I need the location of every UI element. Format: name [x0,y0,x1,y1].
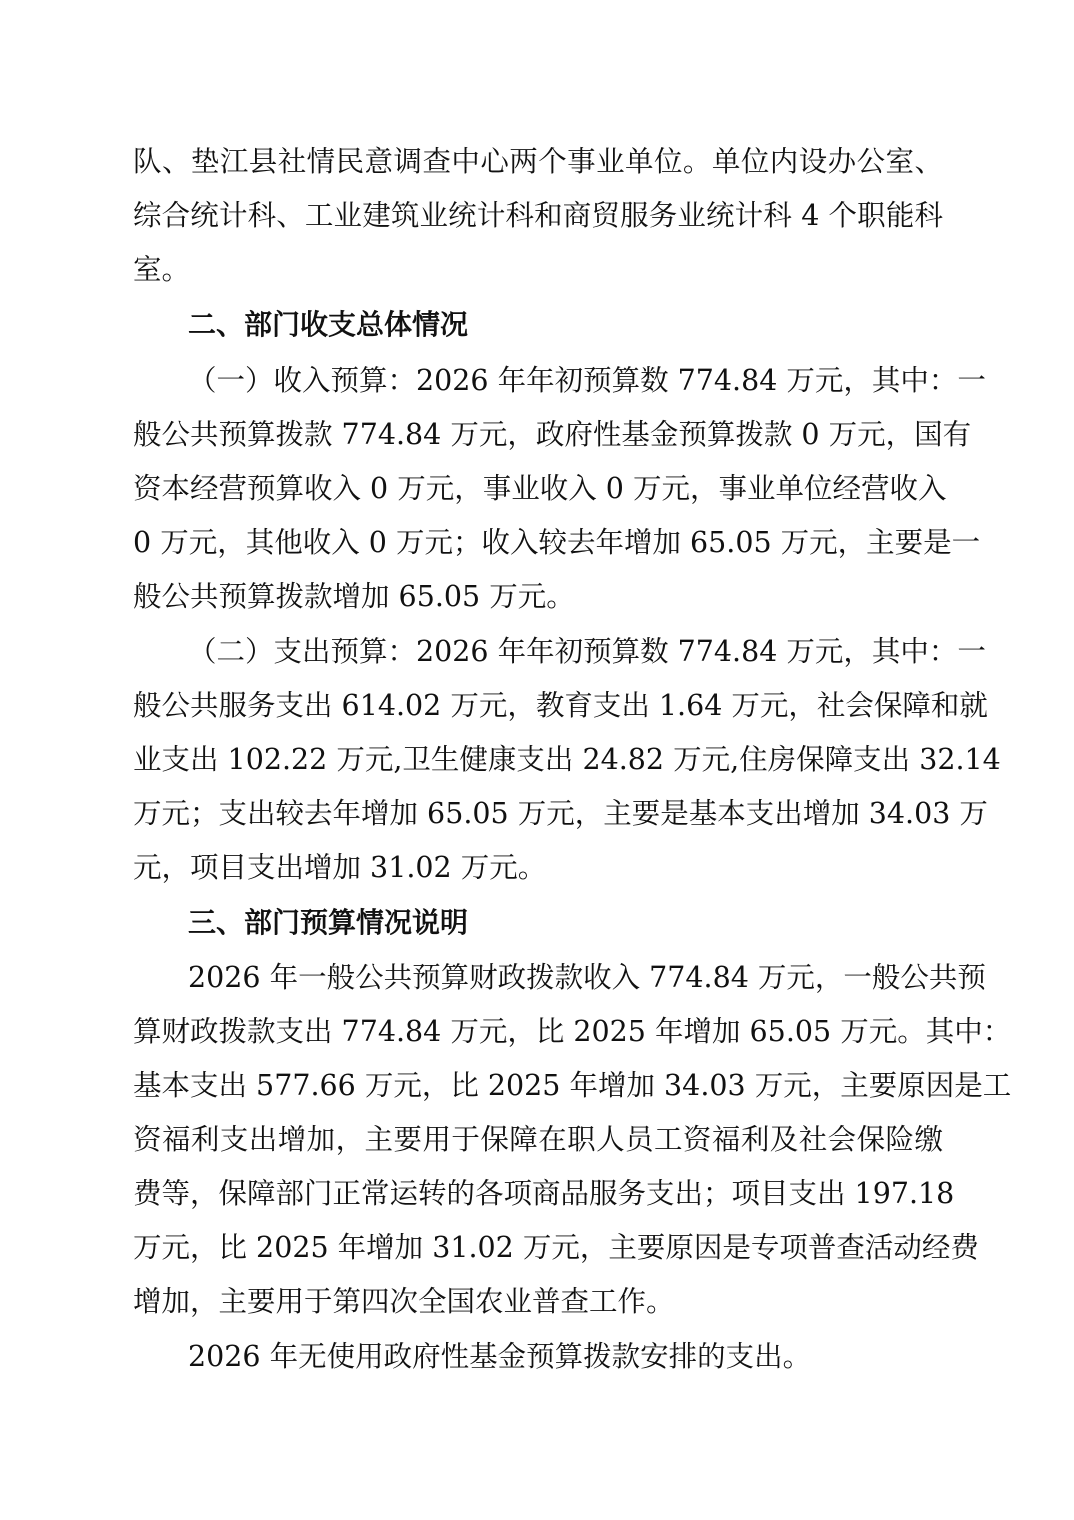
budget-line-3: 基本支出 577.66 万元，比 2025 年增加 34.03 万元，主要原因是工 [133,1069,1012,1102]
expense-line-1: （二）支出预算：2026 年年初预算数 774.84 万元，其中：一 [188,635,986,668]
budget-line-4: 资福利支出增加，主要用于保障在职人员工资福利及社会保险缴 [133,1123,943,1156]
budget-line-6: 万元，比 2025 年增加 31.02 万元，主要原因是专项普查活动经费 [133,1231,979,1264]
budget-line-7: 增加，主要用于第四次全国农业普查工作。 [133,1285,675,1318]
expense-line-4: 万元；支出较去年增加 65.05 万元，主要是基本支出增加 34.03 万 [133,797,988,830]
expense-line-2: 般公共服务支出 614.02 万元，教育支出 1.64 万元，社会保障和就 [133,689,988,722]
expense-line-3: 业支出 102.22 万元,卫生健康支出 24.82 万元,住房保障支出 32.14 [133,743,1001,776]
budget-line-5: 费等，保障部门正常运转的各项商品服务支出；项目支出 197.18 [133,1177,955,1210]
intro-line-3: 室。 [133,253,191,286]
budget-line-1: 2026 年一般公共预算财政拨款收入 774.84 万元，一般公共预 [188,961,986,994]
fund-line: 2026 年无使用政府性基金预算拨款安排的支出。 [188,1340,812,1373]
expense-line-5: 元，项目支出增加 31.02 万元。 [133,851,547,884]
budget-line-2: 算财政拨款支出 774.84 万元，比 2025 年增加 65.05 万元。其中： [133,1015,1012,1048]
section-heading-2: 二、部门收支总体情况 [188,308,469,341]
intro-line-2: 综合统计科、工业建筑业统计科和商贸服务业统计科 4 个职能科 [133,199,943,232]
intro-line-1: 队、垫江县社情民意调查中心两个事业单位。单位内设办公室、 [133,145,943,178]
income-line-4: 0 万元，其他收入 0 万元；收入较去年增加 65.05 万元，主要是一 [133,526,981,559]
income-line-2: 般公共预算拨款 774.84 万元，政府性基金预算拨款 0 万元，国有 [133,418,972,451]
income-line-5: 般公共预算拨款增加 65.05 万元。 [133,580,575,613]
income-line-3: 资本经营预算收入 0 万元，事业收入 0 万元，事业单位经营收入 [133,472,947,505]
section-heading-3: 三、部门预算情况说明 [188,906,469,939]
income-line-1: （一）收入预算：2026 年年初预算数 774.84 万元，其中：一 [188,364,986,397]
